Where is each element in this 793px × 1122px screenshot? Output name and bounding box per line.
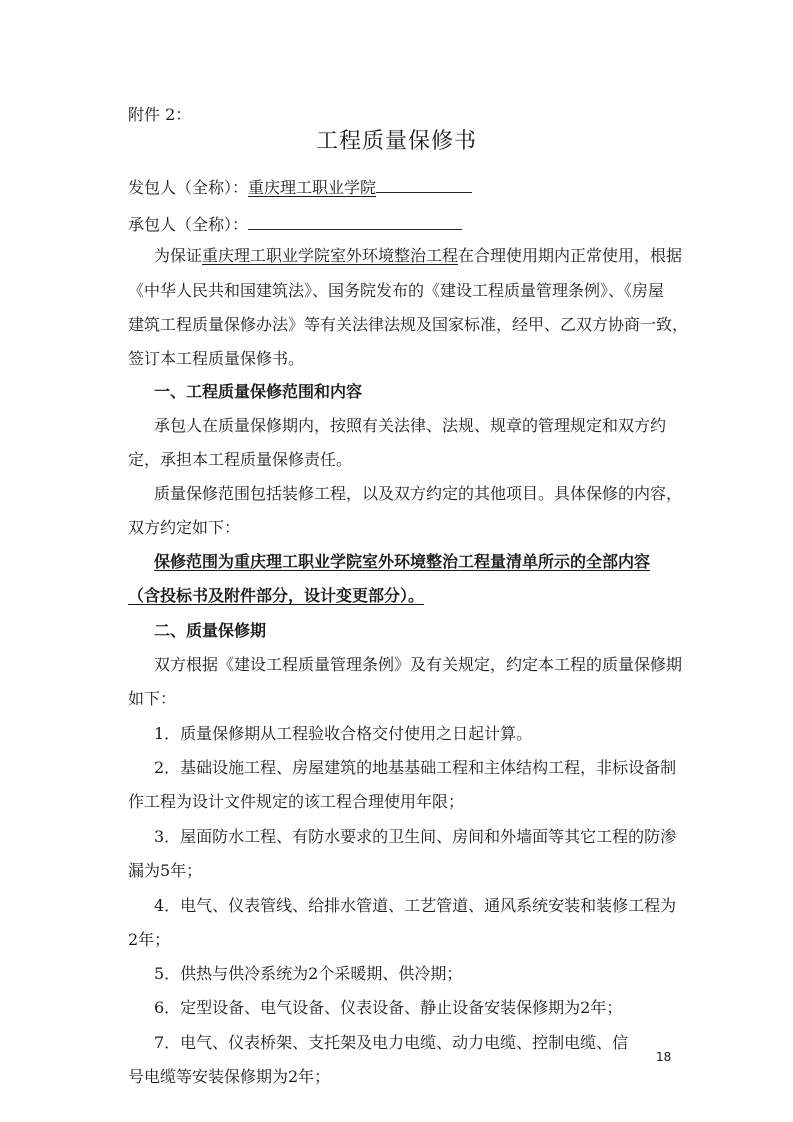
list-item-4-line-2: 2年；	[128, 930, 171, 949]
employer-label: 发包人（全称）：	[128, 178, 249, 197]
list-item-4-line-1: 4．电气、仪表管线、给排水管道、工艺管道、通风系统安装和装修工程为	[154, 896, 677, 915]
section1-p1-line-2: 定，承担本工程质量保修责任。	[128, 450, 353, 469]
list-item-2-line-2: 作工程为设计文件规定的该工程合理使用年限；	[128, 792, 465, 811]
intro-line-4: 签订本工程质量保修书。	[128, 349, 305, 368]
contractor-blank-line	[248, 213, 462, 230]
scope-line-1: 保修范围为重庆理工职业学院室外环境整治工程量清单所示的全部内容	[154, 552, 651, 571]
section2-p1-line-1: 双方根据《建设工程质量管理条例》及有关规定，约定本工程的质量保修期	[154, 655, 683, 674]
intro-line-3: 建筑工程质量保修办法》等有关法律法规及国家标准，经甲、乙双方协商一致，	[128, 315, 689, 334]
section1-p2-line-2: 双方约定如下：	[128, 518, 241, 537]
intro-project-name: 重庆理工职业学院室外环境整治工程	[202, 246, 459, 265]
list-item-1: 1．质量保修期从工程验收合格交付使用之日起计算。	[154, 724, 533, 743]
section2-heading: 二、质量保修期	[154, 621, 267, 640]
list-item-3-line-2: 漏为5年；	[128, 861, 203, 880]
contractor-label: 承包人（全称）：	[128, 215, 249, 234]
employer-row	[128, 176, 472, 198]
scope-line-2: （含投标书及附件部分，设计变更部分）。	[128, 586, 425, 605]
attachment-label: 附件 2：	[128, 105, 192, 124]
list-item-5: 5．供热与供冷系统为2个采暖期、供冷期；	[154, 964, 463, 983]
list-item-6: 6．定型设备、电气设备、仪表设备、静止设备安装保修期为2年；	[154, 998, 623, 1017]
list-item-7-line-2: 号电缆等安装保修期为2年；	[128, 1067, 331, 1086]
intro-line-2: 《中华人民共和国建筑法》、国务院发布的《建设工程质量管理条例》、《房屋	[128, 281, 665, 300]
intro-line-1	[154, 246, 682, 266]
section1-heading: 一、工程质量保修范围和内容	[154, 382, 363, 401]
list-item-3-line-1: 3．屋面防水工程、有防水要求的卫生间、房间和外墙面等其它工程的防渗	[154, 827, 677, 846]
section1-p1-line-1: 承包人在质量保修期内，按照有关法律、法规、规章的管理规定和双方约	[154, 416, 667, 435]
list-item-2-line-1: 2．基础设施工程、房屋建筑的地基基础工程和主体结构工程，非标设备制	[154, 758, 677, 777]
employer-blank-line	[376, 176, 472, 193]
section2-p1-line-2: 如下：	[128, 689, 177, 708]
contractor-row	[128, 213, 462, 235]
list-item-7-line-1: 7．电气、仪表桥架、支托架及电力电缆、动力电缆、控制电缆、信	[154, 1033, 629, 1052]
section1-p2-line-1: 质量保修范围包括装修工程，以及双方约定的其他项目。具体保修的内容，	[154, 484, 683, 503]
intro-text-a: 为保证	[154, 246, 203, 265]
employer-value: 重庆理工职业学院	[248, 178, 377, 197]
document-title: 工程质量保修书	[315, 129, 477, 154]
intro-text-b: 在合理使用期内正常使用，根据	[458, 246, 683, 265]
page-number: 18	[656, 1050, 672, 1064]
